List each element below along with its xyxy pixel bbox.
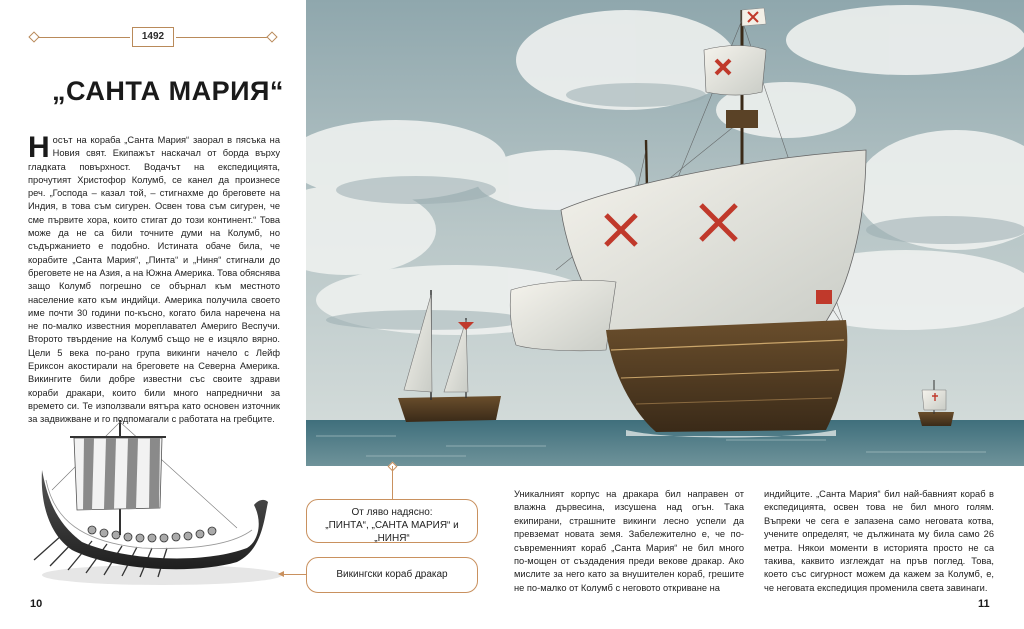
ornament-line (176, 37, 268, 38)
drop-cap: Н (28, 131, 50, 164)
caption-drakkar: Викингски кораб дракар (306, 557, 478, 593)
text-column-1: Уникалният корпус на дракара бил направен от влажна дървесина, изсушена над огън. Така екипирани, страшните викинги лесно успели да превземат новата земя. Забележително е, че по-съвременният кораб „Санта Мария“ не бил много по-мощен от създадения преди векове дракар. Ако мислите за него като за внушителен кораб, грешите не по-малко от Колумб с неговото откриване на (514, 489, 744, 593)
intro-paragraph (28, 131, 280, 427)
caption-ships-line2: „ПИНТА“, „САНТА МАРИЯ“ и „НИНЯ“ (325, 520, 459, 544)
ornament-line (38, 37, 130, 38)
page-number-right: 11 (978, 598, 990, 610)
text-column-2: индийците. „Санта Мария“ бил най-бавният кораб в експедицията, освен това не бил много голям. Въпреки че сега е запазена само неговата котва, учените определят, че дължината му била само 26 метра. Някои моменти в историята просто не са такива, каквито изглеждат на пръв поглед. Това, което със сигурност можем да кажем за Колумб, е, че неговата експедиция променила света завинаги. (764, 489, 994, 593)
viking-drakkar-illustration (22, 410, 284, 590)
intro-text: осът на кораба „Санта Мария“ заорал в пясъка на Новия свят. Екипажът наскачал от борда върху гладката повърхност. Водачът на експедицията, прочутият Христофор Колумб, се канел да произнесе реч. „Господа – казал той, – стигнахме до бреговете на Индия, в това съм сигурен. Освен това съм сигурен, че сме първите хора, които стигат до този континент.“ Това може да не са били точните думи на Колумб, но съдържанието е подобно. Истината обаче била, че корабите „Санта Мария“, „Пинта“ и „Ниня“ стигнали до бреговете не на Азия, а на Южна Америка. Това обяснява защо Колумб погрешно се обърнал към местното население като към индийци. Америка получила своето име почти 30 години по-късно, когато била наречена на не по-малко известния мореплавател Америго Веспучи. Второто твърдение на Колумб също не е изцяло вярно. Цели 5 века по-рано група викинги начело с Лейф Ериксон акостирали на бреговете на Северна Америка. Викингите били добре известни със своите здрави кораби дракари, които били много напреднични за времето си. Те използвали вятъра като основен източник за задвижване и го подпомагали с работата на гребците. (28, 135, 280, 425)
page-title: „САНТА МАРИЯ“ (52, 76, 284, 106)
ships-illustration (306, 0, 1024, 466)
caption-ships (306, 499, 478, 543)
year-header (30, 30, 276, 44)
caption-connector-line (283, 574, 306, 575)
year-badge: 1492 (132, 27, 174, 47)
page-number-left: 10 (30, 598, 43, 610)
caption-connector-line (392, 466, 393, 499)
caption-ships-line1: От ляво надясно: (351, 507, 433, 518)
ornament-diamond (266, 31, 277, 42)
